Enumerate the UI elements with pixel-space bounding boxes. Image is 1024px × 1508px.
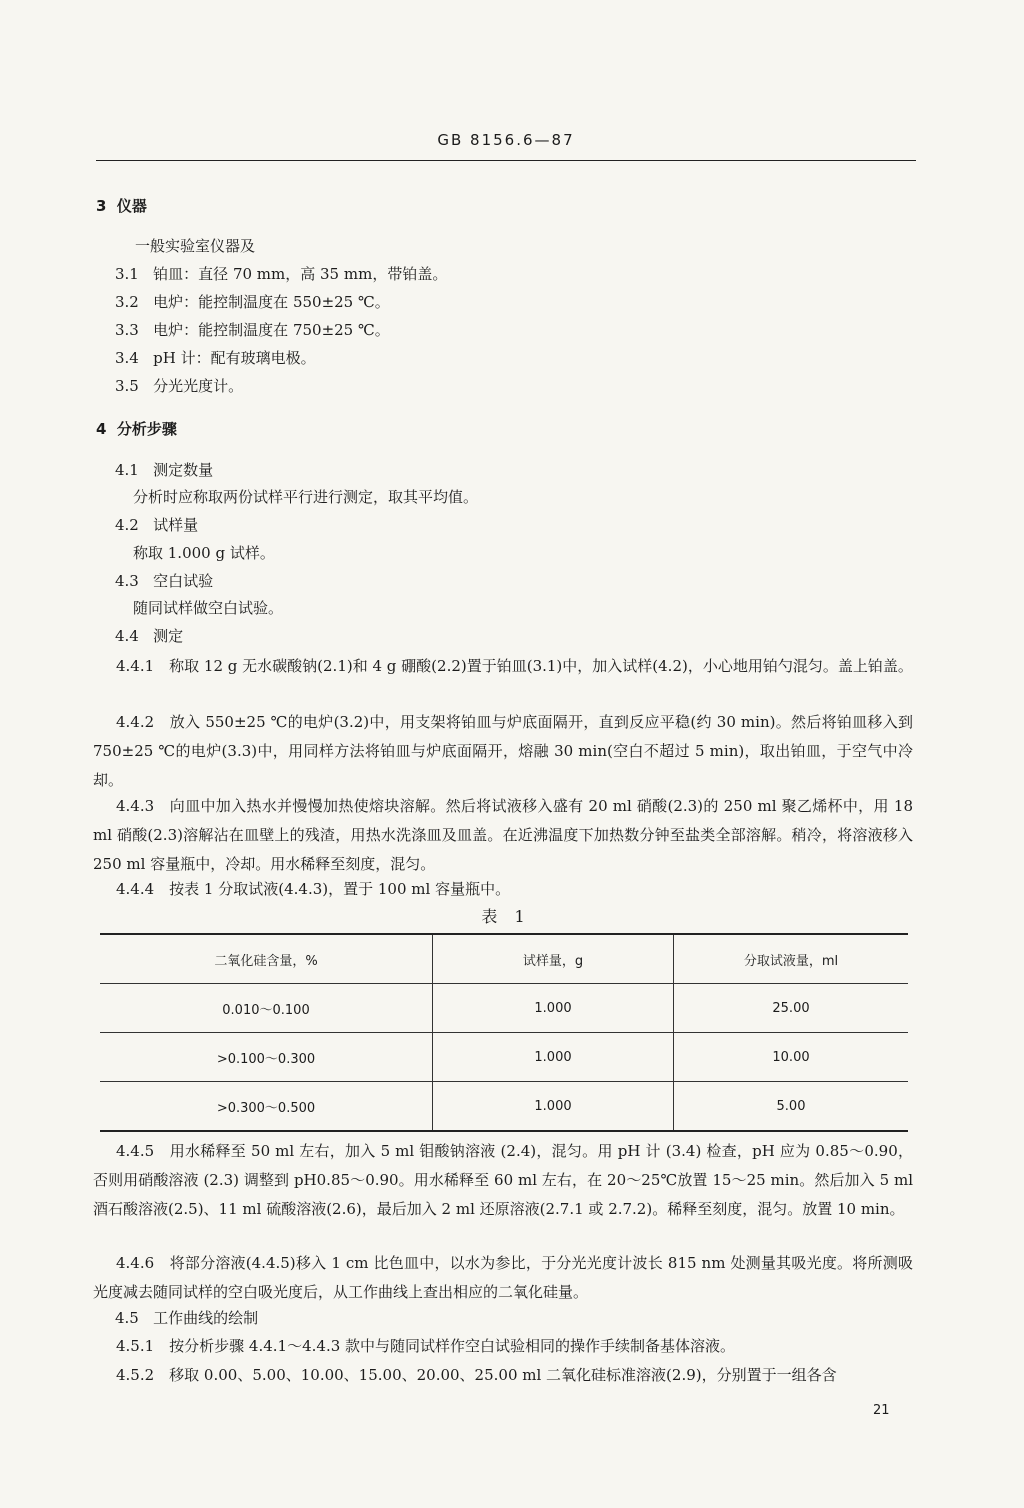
subsection-title: 测定数量 <box>153 461 214 479</box>
subsection-title: 空白试验 <box>153 572 214 590</box>
table-cell: 25.00 <box>674 984 909 1033</box>
item-number: 3.4 <box>115 349 139 367</box>
table-cell: 1.000 <box>433 1082 674 1132</box>
paragraph-text: 4.4.1 称取 12 g 无水碳酸钠(2.1)和 4 g 硼酸(2.2)置于铂皿(3.1)中，加入试样(4.2)，小心地用铂勺混匀。盖上铂盖。 <box>116 657 913 675</box>
subsection-4-1-heading <box>115 460 213 480</box>
paragraph-text: 4.4.2 放入 550±25 ℃的电炉(3.2)中，用支架将铂皿与炉底面隔开，直到反应平稳(约 30 min)。然后将铂皿移入到 750±25 ℃的电炉(3.3)中，用同样方法将铂皿与炉底面隔开，熔融 30 min(空白不超过 5 min)，取出铂皿，于空气中冷却。 <box>93 713 913 789</box>
section-3-heading <box>96 196 147 216</box>
subsection-4-2-body: 称取 1.000 g 试样。 <box>133 544 275 562</box>
table-cell: 1.000 <box>433 1033 674 1082</box>
subsection-4-4-heading <box>115 626 183 646</box>
table-cell: >0.300～0.500 <box>100 1082 433 1132</box>
item-number: 3.5 <box>115 377 139 395</box>
item-text: 铂皿：直径 70 mm，高 35 mm，带铂盖。 <box>153 265 448 283</box>
subsection-4-5-heading <box>115 1308 258 1328</box>
subsection-title: 工作曲线的绘制 <box>153 1309 259 1327</box>
table-row <box>100 1033 908 1082</box>
paragraph-text: 4.5.2 移取 0.00、5.00、10.00、15.00、20.00、25.00 ml 二氧化硅标准溶液(2.9)，分别置于一组各含 <box>116 1366 837 1384</box>
paragraph-text: 4.4.4 按表 1 分取试液(4.4.3)，置于 100 ml 容量瓶中。 <box>116 880 511 898</box>
item-text: pH 计：配有玻璃电极。 <box>153 349 316 367</box>
section-3-intro: 一般实验室仪器及 <box>135 237 256 255</box>
subsection-number: 4.3 <box>115 572 139 590</box>
paragraph-4-4-5 <box>93 1137 913 1224</box>
paragraph-text: 4.4.3 向皿中加入热水并慢慢加热使熔块溶解。然后将试液移入盛有 20 ml 硝酸(2.3)的 250 ml 聚乙烯杯中，用 18 ml 硝酸(2.3)溶解沾在皿壁上的残渣，用热水洗涤皿及皿盖。在近沸温度下加热数分钟至盐类全部溶解。稍冷，将溶液移入 250 ml 容量瓶中，冷却。用水稀释至刻度，混匀。 <box>93 797 913 873</box>
data-table <box>100 933 908 1132</box>
item-text: 电炉：能控制温度在 750±25 ℃。 <box>153 321 390 339</box>
subsection-number: 4.4 <box>115 627 139 645</box>
subsection-4-3-body: 随同试样做空白试验。 <box>133 599 284 617</box>
list-item-3-5 <box>115 376 243 396</box>
list-item-3-4 <box>115 348 316 368</box>
list-item-3-1 <box>115 264 447 284</box>
table-cell: 0.010～0.100 <box>100 984 433 1033</box>
subsection-4-1-body: 分析时应称取两份试样平行进行测定，取其平均值。 <box>133 488 479 506</box>
document-header: GB 8156.6—87 <box>437 131 575 149</box>
table-cell: >0.100～0.300 <box>100 1033 433 1082</box>
paragraph-4-5-1 <box>93 1332 913 1361</box>
section-3-title: 仪器 <box>116 197 147 215</box>
table-cell: 10.00 <box>674 1033 909 1082</box>
table-header-row <box>100 934 908 984</box>
paragraph-text: 4.5.1 按分析步骤 4.4.1～4.4.3 款中与随同试样作空白试验相同的操作手续制备基体溶液。 <box>116 1337 736 1355</box>
paragraph-4-4-6 <box>93 1249 913 1307</box>
subsection-title: 试样量 <box>153 516 199 534</box>
table-cell: 1.000 <box>433 984 674 1033</box>
item-number: 3.2 <box>115 293 139 311</box>
item-number: 3.3 <box>115 321 139 339</box>
subsection-title: 测定 <box>153 627 184 645</box>
subsection-number: 4.1 <box>115 461 139 479</box>
paragraph-text: 4.4.6 将部分溶液(4.4.5)移入 1 cm 比色皿中，以水为参比，于分光光度计波长 815 nm 处测量其吸光度。将所测吸光度减去随同试样的空白吸光度后，从工作曲线上查出相应的二氧化硅量。 <box>93 1254 913 1301</box>
subsection-number: 4.5 <box>115 1309 139 1327</box>
page-number: 21 <box>873 1403 890 1418</box>
header-rule <box>96 160 916 161</box>
paragraph-4-4-4 <box>93 875 913 904</box>
paragraph-4-4-2 <box>93 708 913 795</box>
subsection-4-3-heading <box>115 571 213 591</box>
section-4-heading <box>96 419 177 439</box>
table-row <box>100 1082 908 1132</box>
column-header: 试样量，g <box>433 934 674 984</box>
item-text: 分光光度计。 <box>153 377 244 395</box>
table-cell: 5.00 <box>674 1082 909 1132</box>
section-4-number: 4 <box>96 420 107 438</box>
list-item-3-3 <box>115 320 390 340</box>
list-item-3-2 <box>115 292 390 312</box>
subsection-4-2-heading <box>115 515 198 535</box>
column-header: 分取试液量，ml <box>674 934 909 984</box>
section-4-title: 分析步骤 <box>116 420 177 438</box>
table-caption: 表 1 <box>481 907 531 926</box>
paragraph-4-5-2 <box>93 1361 913 1390</box>
item-text: 电炉：能控制温度在 550±25 ℃。 <box>153 293 390 311</box>
paragraph-4-4-3 <box>93 792 913 879</box>
paragraph-4-4-1 <box>93 652 913 681</box>
table-row <box>100 984 908 1033</box>
paragraph-text: 4.4.5 用水稀释至 50 ml 左右，加入 5 ml 钼酸钠溶液 (2.4)，混匀。用 pH 计 (3.4) 检查，pH 应为 0.85～0.90，否则用硝酸溶液 (2.3) 调整到 pH0.85～0.90。用水稀释至 60 ml 左右，在 20～25℃放置 15～25 min。然后加入 5 ml 酒石酸溶液(2.5)、11 ml 硫酸溶液(2.6)，最后加入 2 ml 还原溶液(2.7.1 或 2.7.2)。稀释至刻度，混匀。放置 10 min。 <box>93 1142 913 1218</box>
item-number: 3.1 <box>115 265 139 283</box>
subsection-number: 4.2 <box>115 516 139 534</box>
column-header: 二氧化硅含量，% <box>100 934 433 984</box>
section-3-number: 3 <box>96 197 107 215</box>
